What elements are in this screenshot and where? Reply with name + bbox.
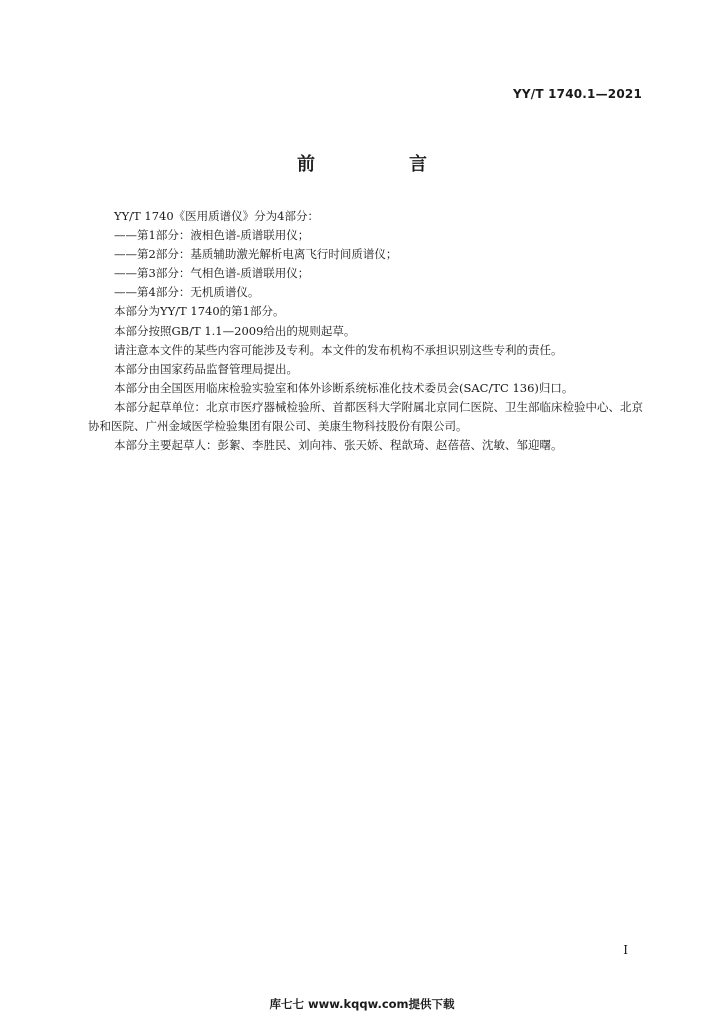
paragraph: 本部分主要起草人：彭絮、李胜民、刘向祎、张天娇、程歆琦、赵蓓蓓、沈敏、邹迎曙。 xyxy=(114,438,563,453)
paragraph: YY/T 1740《医用质谱仪》分为4部分： xyxy=(114,209,319,223)
list-item: ——第1部分：液相色谱-质谱联用仪； xyxy=(114,228,310,243)
paragraph: 本部分由国家药品监督管理局提出。 xyxy=(114,361,298,376)
paragraph: 本部分为YY/T 1740的第1部分。 xyxy=(114,304,285,319)
paragraph: 本部分起草单位：北京市医疗器械检验所、首都医科大学附属北京同仁医院、卫生部临床检验中心、北京协和医院、广州金域医学检验集团有限公司、美康生物科技股份有限公司。 xyxy=(88,399,643,434)
page-number: I xyxy=(623,943,628,957)
footer-watermark: 库七七 www.kqqw.com提供下载 xyxy=(269,997,455,1011)
paragraph: 请注意本文件的某些内容可能涉及专利。本文件的发布机构不承担识别这些专利的责任。 xyxy=(114,342,563,357)
paragraph: 本部分按照GB/T 1.1—2009给出的规则起草。 xyxy=(114,323,356,338)
foreword-body xyxy=(88,207,648,455)
list-item: ——第3部分：气相色谱-质谱联用仪； xyxy=(114,266,310,281)
page-title: 前 言 xyxy=(297,154,465,175)
list-item: ——第2部分：基质辅助激光解析电离飞行时间质谱仪； xyxy=(114,247,398,262)
list-item: ——第4部分：无机质谱仪。 xyxy=(114,285,260,300)
paragraph: 本部分由全国医用临床检验实验室和体外诊断系统标准化技术委员会(SAC/TC 136)归口。 xyxy=(114,380,574,395)
standard-code: YY/T 1740.1—2021 xyxy=(512,87,642,101)
